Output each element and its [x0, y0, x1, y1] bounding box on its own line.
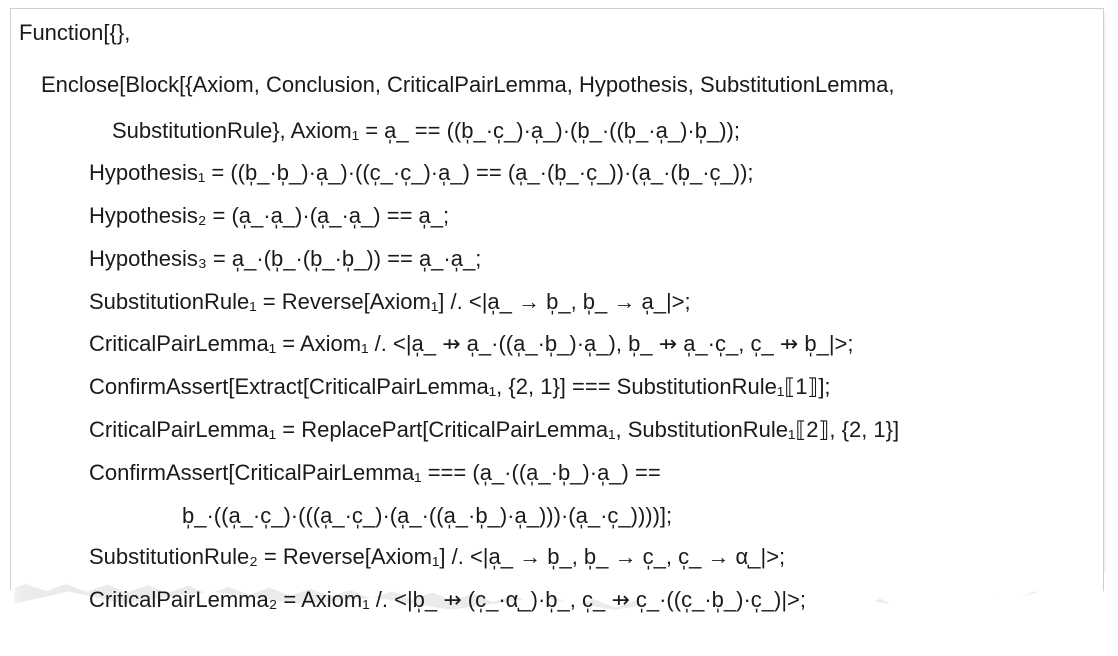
code-line-11: ConfirmAssert[CriticalPairLemma₁ === (a̩_·((a̩_·b̩_)·a̩_) == — [89, 460, 661, 485]
code-line-7: SubstitutionRule₁ = Reverse[Axiom₁] /. <|a̩_ → b̩_, b̩_ → a̩_|>; — [89, 289, 691, 314]
code-line-9: ConfirmAssert[Extract[CriticalPairLemma₁, {2, 1}] === SubstitutionRule₁⟦1⟧]; — [89, 374, 831, 399]
code-line-6: Hypothesis₃ = a̩_·(b̩_·(b̩_·b̩_)) == a̩_·a̩_; — [89, 246, 482, 271]
code-line-12: b̩_·((a̩_·c̩_)·(((a̩_·c̩_)·(a̩_·((a̩_·b̩_)·a̩_)))·(a̩_·c̩_))))]; — [182, 503, 673, 528]
code-line-5: Hypothesis₂ = (a̩_·a̩_)·(a̩_·a̩_) == a̩_; — [89, 203, 450, 228]
code-line-4: Hypothesis₁ = ((b̩_·b̩_)·a̩_)·((c̩_·c̩_)·a̩_) == (a̩_·(b̩_·c̩_))·(a̩_·(b̩_·c̩_)); — [89, 160, 754, 185]
code-line-1: Function[{}, — [19, 20, 131, 45]
code-line-2: Enclose[Block[{Axiom, Conclusion, CriticalPairLemma, Hypothesis, SubstitutionLemma, — [41, 72, 895, 97]
code-line-10: CriticalPairLemma₁ = ReplacePart[CriticalPairLemma₁, SubstitutionRule₁⟦2⟧, {2, 1}] — [89, 417, 900, 442]
code-line-13: SubstitutionRule₂ = Reverse[Axiom₁] /. <|a̩_ → b̩_, b̩_ → c̩_, c̩_ → α̩_|>; — [89, 544, 786, 569]
code-line-14: CriticalPairLemma₂ = Axiom₁ /. <|b̩_ ⇸ (c̩_·α̩_)·b̩_, c̩_ ⇸ c̩_·((c̩_·b̩_)·c̩_)|>; — [89, 587, 807, 612]
code-line-3: SubstitutionRule}, Axiom₁ = a̩_ == ((b̩_·c̩_)·a̩_)·(b̩_·((b̩_·a̩_)·b̩_)); — [112, 118, 740, 143]
code-line-8: CriticalPairLemma₁ = Axiom₁ /. <|a̩_ ⇸ a̩_·((a̩_·b̩_)·a̩_), b̩_ ⇸ a̩_·c̩_, c̩_ ⇸ b̩_|>; — [89, 331, 854, 356]
